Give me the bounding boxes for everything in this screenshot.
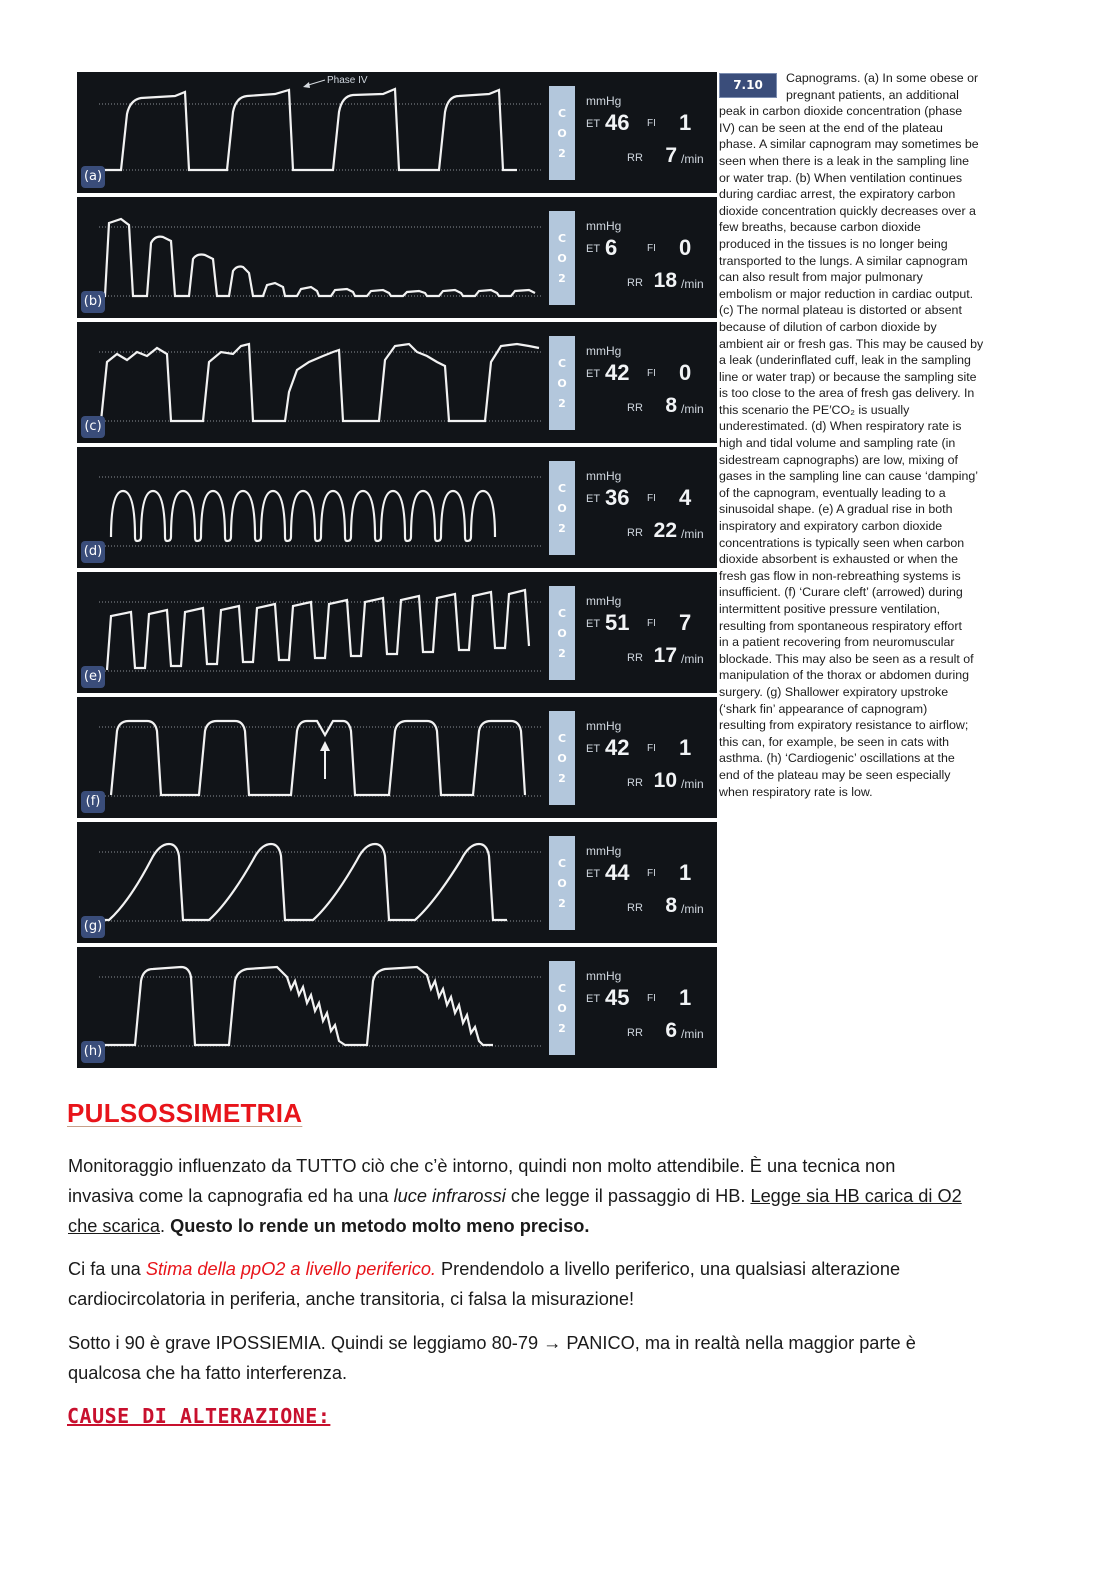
caption-line: resulting from spontaneous respiratory effort [719, 618, 962, 633]
co2-bar: C O 2 [549, 336, 575, 430]
caption-line: sinusoidal shape. (e) A gradual rise in both [719, 502, 953, 517]
caption-line: transported to the lungs. A similar capnogram [719, 253, 968, 268]
co2-readout [577, 197, 717, 318]
fi-label: FI [647, 368, 656, 379]
fi-value: 1 [679, 860, 692, 885]
phase-iv-label: Phase IV [327, 75, 368, 86]
et-value: 42 [605, 735, 630, 760]
caption-line: of the capnogram, eventually leading to a [719, 485, 946, 500]
capnogram-trace-h [77, 947, 547, 1068]
fi-value: 0 [679, 360, 692, 385]
panel-label: (h) [81, 1041, 105, 1063]
caption-line: this can, for example, be seen in cats with [719, 734, 950, 749]
paragraph-2: Ci fa una Stima della ppO2 a livello periferico. Prendendolo a livello periferico, una qualsiasi alterazione cardiocircolatoria in periferia, anche transitoria, ci falsa la misurazione! [68, 1259, 901, 1309]
caption-line: this scenario the PE′CO₂ is usually [719, 402, 910, 417]
et-value: 6 [605, 235, 618, 260]
et-label: ET [586, 868, 601, 880]
et-label: ET [586, 993, 601, 1005]
co2-readout [577, 322, 717, 443]
section-heading: PULSOSSIMETRIA [67, 1098, 303, 1128]
per-min-label: /min [681, 652, 704, 666]
fi-label: FI [647, 493, 656, 504]
caption-line: asthma. (h) ‘Cardiogenic’ oscillations at the [719, 751, 955, 766]
caption-line: dioxide concentration quickly decreases over a [719, 203, 976, 218]
fi-value: 1 [679, 735, 692, 760]
unit-label: mmHg [586, 94, 622, 108]
underlined-text: che scarica [68, 1216, 160, 1236]
caption-line: or water trap. (b) When ventilation continues [719, 170, 963, 185]
caption-line: intermittent positive pressure ventilation, [719, 602, 941, 616]
caption-line: underestimated. (d) When respiratory rate is [719, 419, 962, 434]
et-label: ET [586, 493, 601, 505]
underlined-text: Legge sia HB carica di O2 [750, 1186, 962, 1206]
caption-line: gases in the sampling line can cause ‘damping’ [719, 469, 978, 484]
caption-line: peak in carbon dioxide concentration (phase [719, 104, 963, 119]
caption-line: IV) can be seen at the end of the plateau [719, 120, 943, 135]
panel-label: (a) [81, 166, 105, 188]
caption-line: ambient air or fresh gas. This may be caused by [719, 336, 984, 351]
per-min-label: /min [681, 402, 704, 416]
unit-label: mmHg [586, 469, 622, 483]
subsection-heading: CAUSE DI ALTERAZIONE: [67, 1404, 331, 1428]
co2-bar: C O 2 [549, 211, 575, 305]
capnogram-trace-g [77, 822, 547, 943]
capnogram-trace-a [77, 72, 547, 193]
co2-readout [577, 72, 717, 193]
caption-line: is too close to the area of fresh gas delivery. In [719, 386, 975, 401]
rr-label: RR [627, 277, 643, 289]
caption-line: insufficient. (f) ‘Curare cleft’ (arrowed) during [719, 585, 963, 600]
et-label: ET [586, 618, 601, 630]
per-min-label: /min [681, 902, 704, 916]
co2-readout [577, 447, 717, 568]
panel-label: (e) [81, 666, 105, 688]
capnogram-panel-a [77, 72, 717, 193]
caption-text [719, 70, 1015, 800]
rr-value: 7 [665, 144, 677, 167]
panel-label: (f) [81, 791, 105, 813]
caption-line: can also result from major pulmonary [719, 270, 923, 285]
caption-line: embolism or major reduction in cardiac output. [719, 286, 974, 301]
capnogram-panel-d [77, 447, 717, 568]
rr-label: RR [627, 1027, 643, 1039]
et-value: 45 [605, 985, 630, 1010]
co2-bar: C O 2 [549, 836, 575, 930]
rr-value: 22 [653, 519, 677, 542]
fi-value: 7 [679, 610, 692, 635]
caption-line: fresh gas flow in non-rebreathing systems is [719, 568, 961, 583]
fi-label: FI [647, 743, 656, 754]
capnogram-panel-f [77, 697, 717, 818]
co2-bar: C O 2 [549, 586, 575, 680]
caption-line: because of dilution of carbon dioxide by [719, 319, 937, 334]
fi-value: 0 [679, 235, 692, 260]
unit-label: mmHg [586, 844, 622, 858]
caption-line: a leak (underinflated cuff, leak in the sampling [719, 353, 971, 368]
rr-label: RR [627, 777, 643, 789]
co2-readout [577, 822, 717, 943]
unit-label: mmHg [586, 719, 622, 733]
capnogram-panel-g [77, 822, 717, 943]
per-min-label: /min [681, 152, 704, 166]
caption-line: blockade. This may also be seen as a result of [719, 651, 974, 666]
capnogram-trace-f [77, 697, 547, 818]
et-label: ET [586, 118, 601, 130]
caption-line: line or water trap) or because the sampling site [719, 369, 977, 384]
bold-text: Questo lo rende un metodo molto meno preciso. [170, 1216, 590, 1236]
co2-readout [577, 947, 717, 1068]
emphasis-text: luce infrarossi [393, 1186, 506, 1206]
co2-bar: C O 2 [549, 711, 575, 805]
caption-line: Capnograms. (a) In some obese or [786, 71, 979, 85]
fi-label: FI [647, 118, 656, 129]
rr-label: RR [627, 902, 643, 914]
co2-readout [577, 572, 717, 693]
rr-value: 8 [665, 394, 677, 417]
caption-line: inspiratory and expiratory carbon dioxide [719, 519, 943, 534]
caption-line: produced in the tissues is no longer being [719, 236, 948, 251]
capnogram-trace-d [77, 447, 547, 568]
et-value: 51 [605, 610, 630, 635]
rr-value: 8 [665, 894, 677, 917]
et-value: 46 [605, 110, 630, 135]
panel-label: (g) [81, 916, 105, 938]
panel-label: (c) [81, 416, 105, 438]
caption-line: sidestream capnographs) are low, mixing of [719, 452, 958, 467]
capnogram-panel-e [77, 572, 717, 693]
rr-label: RR [627, 527, 643, 539]
fi-label: FI [647, 993, 656, 1004]
caption-line: (‘shark fin’ appearance of capnogram) [719, 701, 928, 716]
caption-line: end of the plateau may be seen especially [719, 767, 951, 782]
caption-line: when respiratory rate is low. [719, 784, 873, 799]
et-label: ET [586, 243, 601, 255]
caption-line: dioxide absorbent is exhausted or when the [719, 552, 959, 567]
unit-label: mmHg [586, 344, 622, 358]
fi-label: FI [647, 618, 656, 629]
et-label: ET [586, 368, 601, 380]
rr-value: 18 [653, 269, 677, 292]
highlighted-text: Stima della ppO2 a livello periferico. [145, 1259, 436, 1279]
fi-label: FI [647, 243, 656, 254]
rr-label: RR [627, 652, 643, 664]
unit-label: mmHg [586, 594, 622, 608]
caption-line: in a patient recovering from neuromuscular [719, 635, 955, 650]
capnogram-panel-h [77, 947, 717, 1068]
per-min-label: /min [681, 277, 704, 291]
caption-line: resulting from expiratory resistance to airflow; [719, 718, 969, 733]
figure-caption [719, 70, 1015, 800]
capnogram-panel-c [77, 322, 717, 443]
et-value: 42 [605, 360, 630, 385]
capnogram-panel-b [77, 197, 717, 318]
co2-bar: C O 2 [549, 961, 575, 1055]
et-value: 36 [605, 485, 630, 510]
caption-line: surgery. (g) Shallower expiratory upstroke [719, 684, 949, 699]
caption-line: pregnant patients, an additional [786, 87, 959, 102]
paragraph-1: Monitoraggio influenzato da TUTTO ciò che c’è intorno, quindi non molto attendibile. È una tecnica non invasiva come la capnografia ed ha una luce infrarossi che legge il passaggio di HB. Legge sia HB carica di O2 che scarica. Questo lo rende un metodo molto meno preciso. [68, 1156, 962, 1236]
co2-bar: C O 2 [549, 86, 575, 180]
per-min-label: /min [681, 527, 704, 541]
caption-line: concentrations is typically seen when carbon [719, 535, 965, 550]
caption-line: manipulation of the thorax or abdomen during [719, 668, 970, 683]
rr-label: RR [627, 402, 643, 414]
co2-readout [577, 697, 717, 818]
per-min-label: /min [681, 777, 704, 791]
caption-line: during cardiac arrest, the expiratory carbon [719, 187, 956, 202]
figure-number-badge: 7.10 [719, 73, 777, 98]
panel-label: (d) [81, 541, 105, 563]
et-value: 44 [605, 860, 630, 885]
rr-label: RR [627, 152, 643, 164]
caption-line: seen when there is a leak in the sampling line [719, 153, 970, 168]
unit-label: mmHg [586, 219, 622, 233]
rr-value: 10 [653, 769, 677, 792]
fi-value: 1 [679, 985, 692, 1010]
capnogram-trace-c [77, 322, 547, 443]
fi-value: 4 [679, 485, 692, 510]
capnogram-trace-b [77, 197, 547, 318]
paragraph-3: Sotto i 90 è grave IPOSSIEMIA. Quindi se leggiamo 80-79 → PANICO, ma in realtà nella maggior parte è qualcosa che ha fatto interferenza. [68, 1333, 916, 1383]
fi-label: FI [647, 868, 656, 879]
et-label: ET [586, 743, 601, 755]
caption-line: few breaths, because carbon dioxide [719, 220, 921, 235]
caption-line: high and tidal volume and sampling rate (in [719, 436, 956, 451]
caption-line: phase. A similar capnogram may sometimes be [719, 137, 979, 152]
panel-label: (b) [81, 291, 105, 313]
capnogram-trace-e [77, 572, 547, 693]
co2-bar: C O 2 [549, 461, 575, 555]
fi-value: 1 [679, 110, 692, 135]
per-min-label: /min [681, 1027, 704, 1041]
rr-value: 6 [665, 1019, 677, 1042]
unit-label: mmHg [586, 969, 622, 983]
caption-line: (c) The normal plateau is distorted or absent [719, 303, 962, 318]
rr-value: 17 [653, 644, 677, 667]
